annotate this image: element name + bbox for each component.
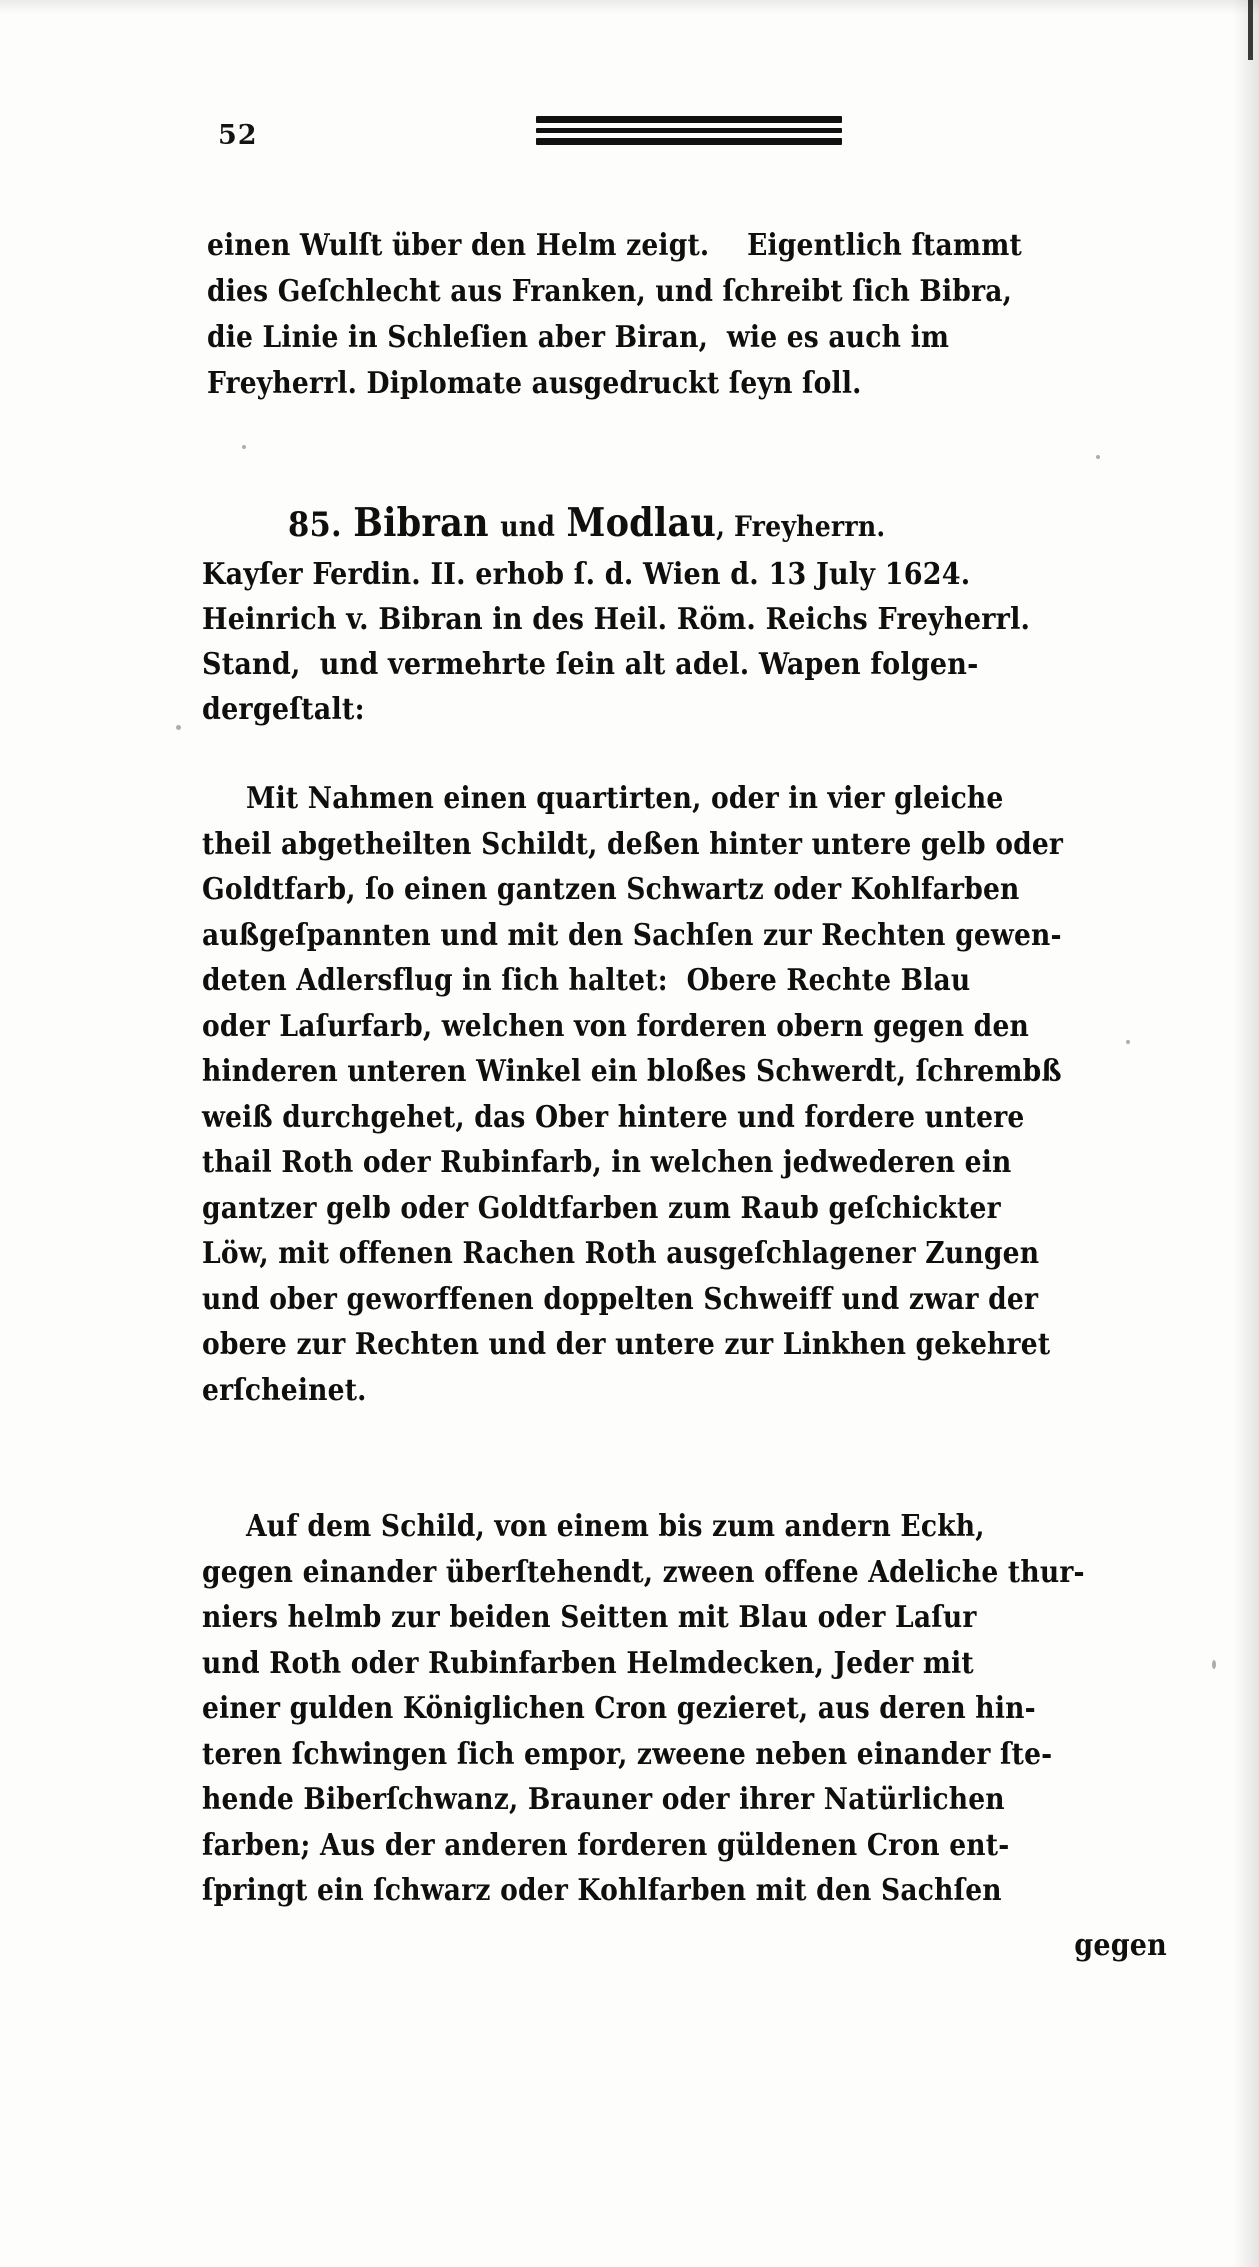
text-line: ſpringt ein ſchwarz oder Kohlfarben mit den Sachſen — [202, 1872, 1002, 1907]
text-line: Goldtfarb, ſo einen gantzen Schwartz oder Kohlfarben — [202, 871, 1020, 906]
text-line: Auf dem Schild, von einem bis zum andern Eckh, — [246, 1508, 985, 1543]
opening-paragraph — [207, 222, 1167, 406]
section-number: 85. — [288, 505, 342, 545]
blazon-shield-paragraph — [202, 775, 1187, 1412]
text-line: einer gulden Königlichen Cron gezieret, aus deren hin- — [202, 1690, 1036, 1725]
scan-speck — [1212, 1660, 1216, 1669]
text-line: gegen einander überſtehendt, zween offene Adeliche thur- — [202, 1553, 1085, 1589]
text-line: hende Biberſchwanz, Brauner oder ihrer Natürlichen — [202, 1781, 1005, 1816]
text-line: oder Laſurfarb, welchen von forderen obern gegen den — [202, 1007, 1030, 1043]
text-line: thail Roth oder Rubinfarb, in welchen jedwederen ein — [202, 1144, 1012, 1179]
scan-speck — [1126, 1040, 1130, 1044]
text-line: Löw, mit offenen Rachen Roth ausgeſchlagener Zungen — [202, 1235, 1040, 1270]
text-line: farben; Aus der anderen forderen güldenen Cron ent- — [202, 1826, 1010, 1862]
section-title-main: Bibran — [353, 500, 489, 546]
grant-paragraph — [202, 552, 1182, 732]
text-line: weiß durchgehet, das Ober hintere und fordere untere — [202, 1098, 1025, 1134]
catchword: gegen — [1074, 1928, 1167, 1963]
section-title-conjunction: und — [500, 510, 556, 543]
text-line: Freyherrl. Diplomate ausgedruckt ſeyn ſoll. — [207, 365, 862, 400]
blazon-crest-paragraph — [202, 1503, 1192, 1913]
text-line: außgeſpannten und mit den Sachſen zur Rechten gewen- — [202, 916, 1062, 952]
page-number: 52 — [218, 120, 258, 151]
text-line: gantzer gelb oder Goldtfarben zum Raub geſchickter — [202, 1189, 1001, 1225]
text-line: dies Geſchlecht aus Franken, und ſchreibt ſich Bibra, — [207, 273, 1013, 308]
rule-line-middle — [536, 128, 842, 133]
rule-line-top — [536, 116, 842, 123]
scan-speck — [176, 725, 181, 730]
text-line: einen Wulſt über den Helm zeigt. Eigentlich ſtammt — [207, 227, 1022, 262]
rule-line-bottom — [536, 138, 842, 145]
text-line: die Linie in Schleſien aber Biran, wie es auch im — [207, 319, 950, 354]
text-line: deten Adlersflug in ſich haltet: Obere Rechte Blau — [202, 962, 971, 997]
text-line: obere zur Rechten und der untere zur Linkhen gekehret — [202, 1326, 1051, 1361]
text-line: niers helmb zur beiden Seitten mit Blau oder Laſur — [202, 1599, 977, 1634]
scan-speck — [1096, 455, 1100, 459]
text-line: Mit Nahmen einen quartirten, oder in vier gleiche — [246, 780, 1004, 815]
text-line: hinderen unteren Winkel ein bloßes Schwerdt, ſchrembß — [202, 1053, 1062, 1088]
section-heading — [288, 500, 1188, 550]
text-line: Heinrich v. Bibran in des Heil. Röm. Reichs Freyherrl. — [202, 602, 1031, 637]
text-line: erſcheinet. — [202, 1371, 367, 1407]
ornamental-rule — [536, 116, 842, 150]
section-title-rank: , Freyherrn. — [716, 510, 886, 543]
scan-speck — [242, 445, 246, 449]
text-line: Stand, und vermehrte ſein alt adel. Wapen folgen- — [202, 647, 979, 682]
text-line: dergeſtalt: — [202, 692, 365, 727]
text-line: und Roth oder Rubinfarben Helmdecken, Jeder mit — [202, 1644, 974, 1680]
text-line: Kayſer Ferdin. II. erhob ſ. d. Wien d. 13 July 1624. — [202, 557, 971, 592]
text-line: und ober geworffenen doppelten Schweiff und zwar der — [202, 1280, 1039, 1316]
section-title-second: Modlau — [566, 500, 717, 546]
text-line: theil abgetheilten Schildt, deßen hinter untere gelb oder — [202, 825, 1064, 861]
text-line: teren ſchwingen ſich empor, zweene neben einander ſte- — [202, 1735, 1053, 1771]
